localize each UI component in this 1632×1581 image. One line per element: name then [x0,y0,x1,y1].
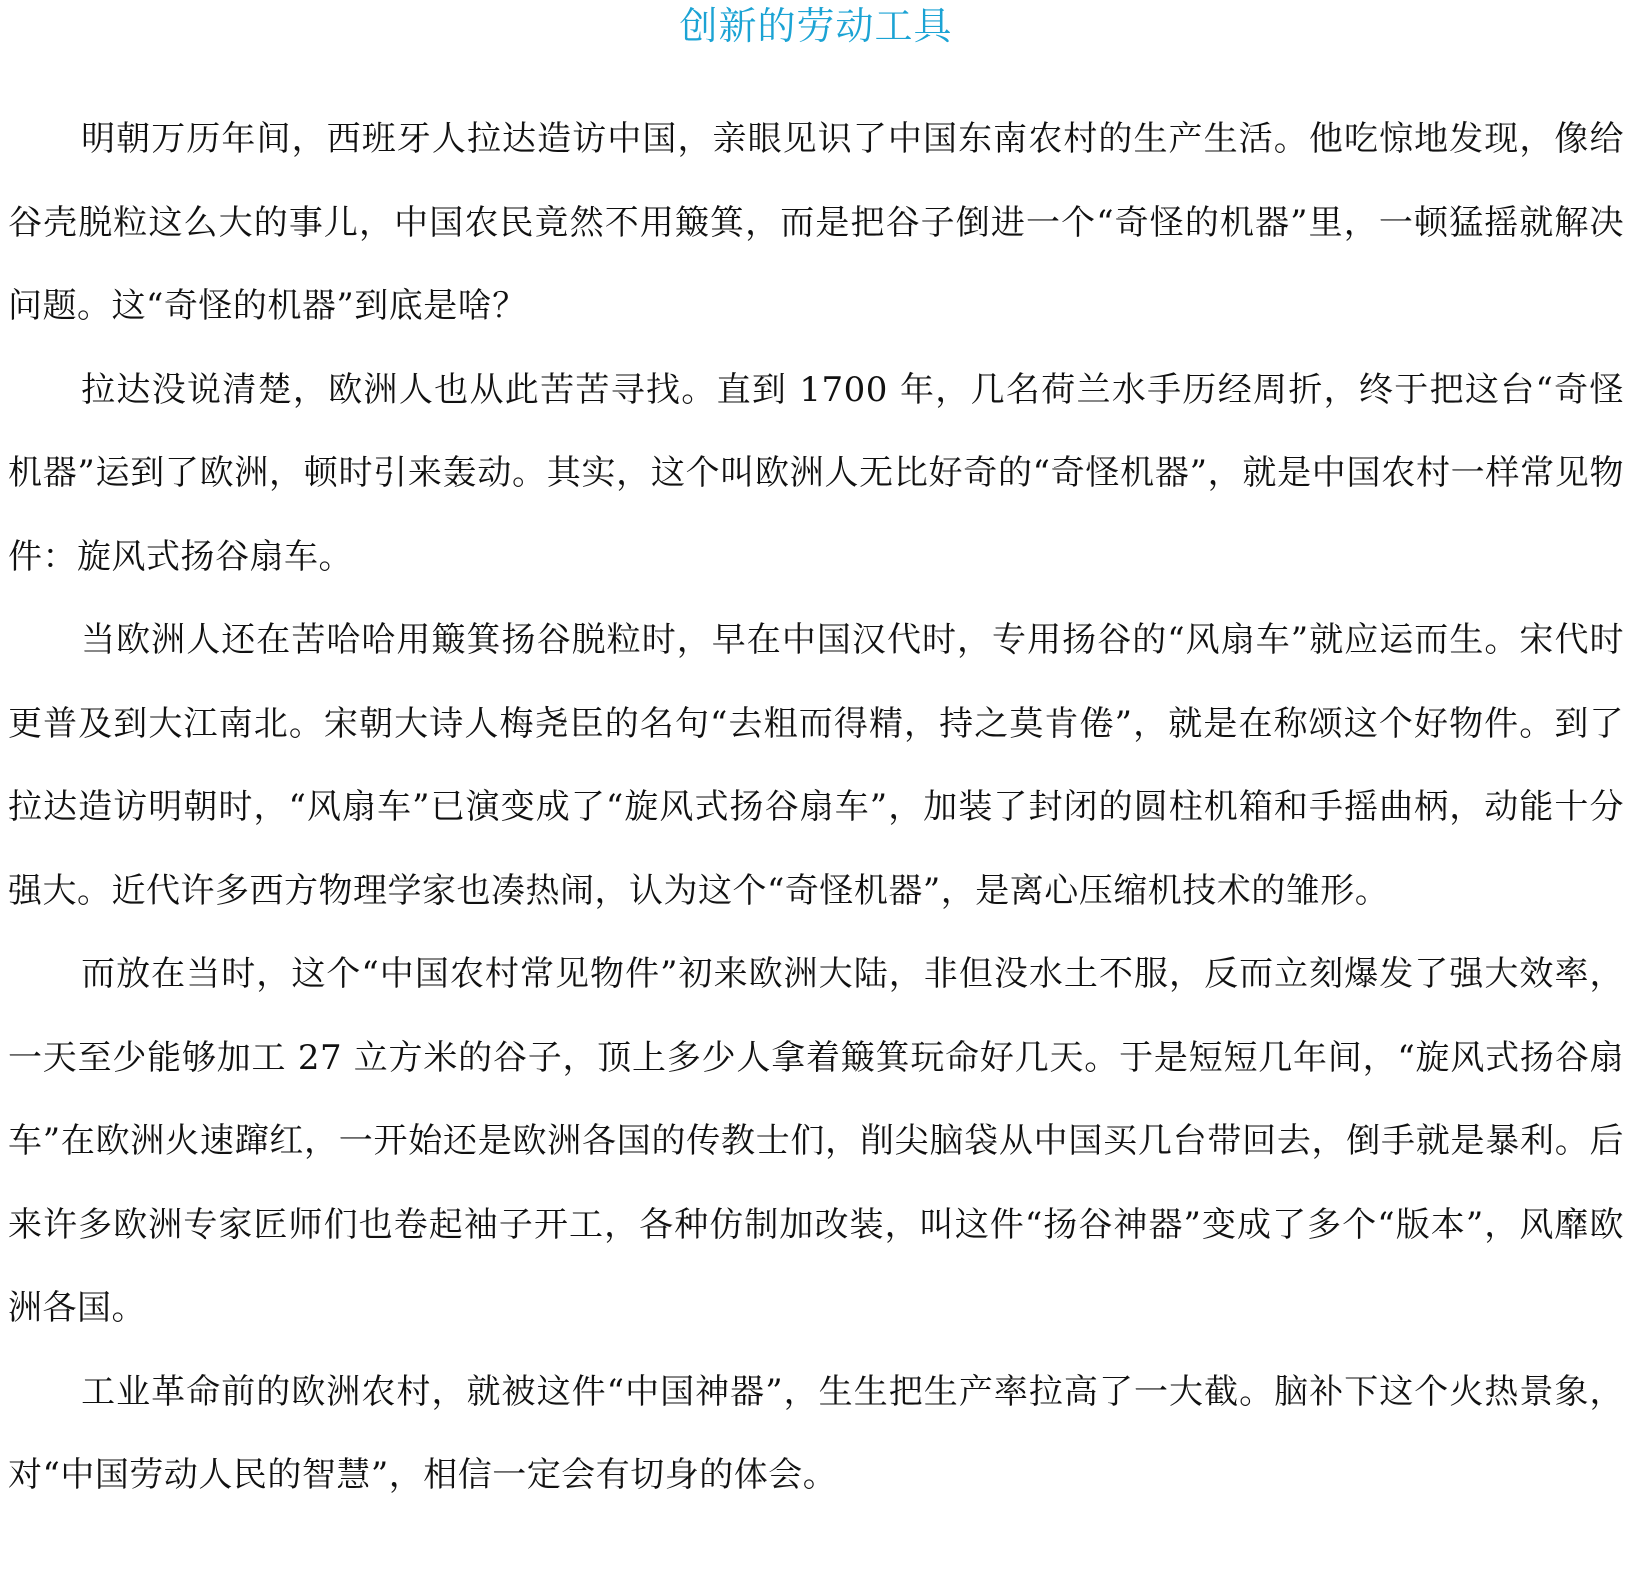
paragraph-2: 拉达没说清楚，欧洲人也从此苦苦寻找。直到 1700 年，几名荷兰水手历经周折，终于把这台“奇怪机器”运到了欧洲，顿时引来轰动。其实，这个叫欧洲人无比好奇的“奇怪机器”，就是中国农村一样常见物件：旋风式扬谷扇车。 [8,369,1624,577]
document-body [8,98,1624,1518]
paragraph-4: 而放在当时，这个“中国农村常见物件”初来欧洲大陆，非但没水土不服，反而立刻爆发了强大效率，一天至少能够加工 27 立方米的谷子，顶上多少人拿着簸箕玩命好几天。于是短短几年间，“旋风式扬谷扇车”在欧洲火速蹿红，一开始还是欧洲各国的传教士们，削尖脑袋从中国买几台带回去，倒手就是暴利。后来许多欧洲专家匠师们也卷起袖子开工，各种仿制加改装，叫这件“扬谷神器”变成了多个“版本”，风靡欧洲各国。 [8,954,1624,1328]
document-page [8,0,1624,1581]
document-title: 创新的劳动工具 [679,4,953,48]
paragraph-5: 工业革命前的欧洲农村，就被这件“中国神器”，生生把生产率拉高了一大截。脑补下这个火热景象，对“中国劳动人民的智慧”，相信一定会有切身的体会。 [8,1371,1624,1495]
paragraph-1: 明朝万历年间，西班牙人拉达造访中国，亲眼见识了中国东南农村的生产生活。他吃惊地发现，像给谷壳脱粒这么大的事儿，中国农民竟然不用簸箕，而是把谷子倒进一个“奇怪的机器”里，一顿猛摇就解决问题。这“奇怪的机器”到底是啥？ [8,119,1624,326]
paragraph-3: 当欧洲人还在苦哈哈用簸箕扬谷脱粒时，早在中国汉代时，专用扬谷的“风扇车”就应运而生。宋代时更普及到大江南北。宋朝大诗人梅尧臣的名句“去粗而得精，持之莫肯倦”，就是在称颂这个好物件。到了拉达造访明朝时，“风扇车”已演变成了“旋风式扬谷扇车”，加装了封闭的圆柱机箱和手摇曲柄，动能十分强大。近代许多西方物理学家也凑热闹，认为这个“奇怪机器”，是离心压缩机技术的雏形。 [8,620,1624,911]
